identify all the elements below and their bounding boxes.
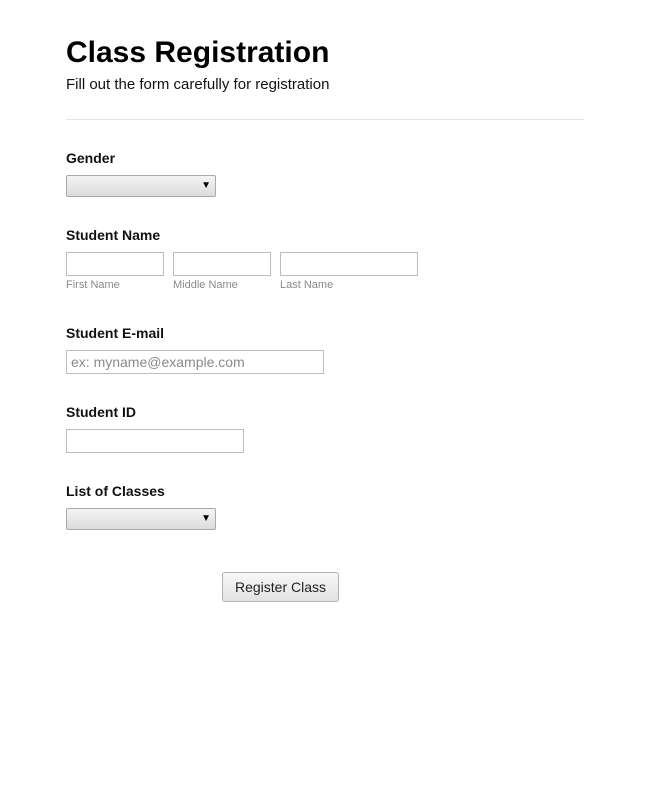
student-id-label: Student ID [66, 404, 136, 420]
student-id-input[interactable] [66, 429, 244, 453]
classes-select[interactable] [66, 508, 216, 530]
header-divider [66, 119, 584, 120]
form-header [66, 34, 584, 94]
page-title: Class Registration [66, 36, 330, 69]
first-name-input[interactable] [66, 252, 164, 276]
register-class-button[interactable]: Register Class [222, 572, 339, 602]
gender-select[interactable] [66, 175, 216, 197]
page-subtitle: Fill out the form carefully for registration [66, 76, 330, 93]
classes-label: List of Classes [66, 483, 165, 499]
email-field[interactable] [66, 350, 324, 374]
gender-label: Gender [66, 150, 116, 166]
middle-name-input[interactable] [173, 252, 271, 276]
chevron-down-icon: ▼ [201, 513, 211, 524]
first-name-sublabel: First Name [66, 279, 120, 291]
chevron-down-icon: ▼ [201, 180, 211, 191]
last-name-sublabel: Last Name [280, 279, 334, 291]
student-name-label: Student Name [66, 227, 161, 243]
middle-name-sublabel: Middle Name [173, 279, 238, 291]
student-email-label: Student E-mail [66, 325, 165, 341]
last-name-input[interactable] [280, 252, 418, 276]
